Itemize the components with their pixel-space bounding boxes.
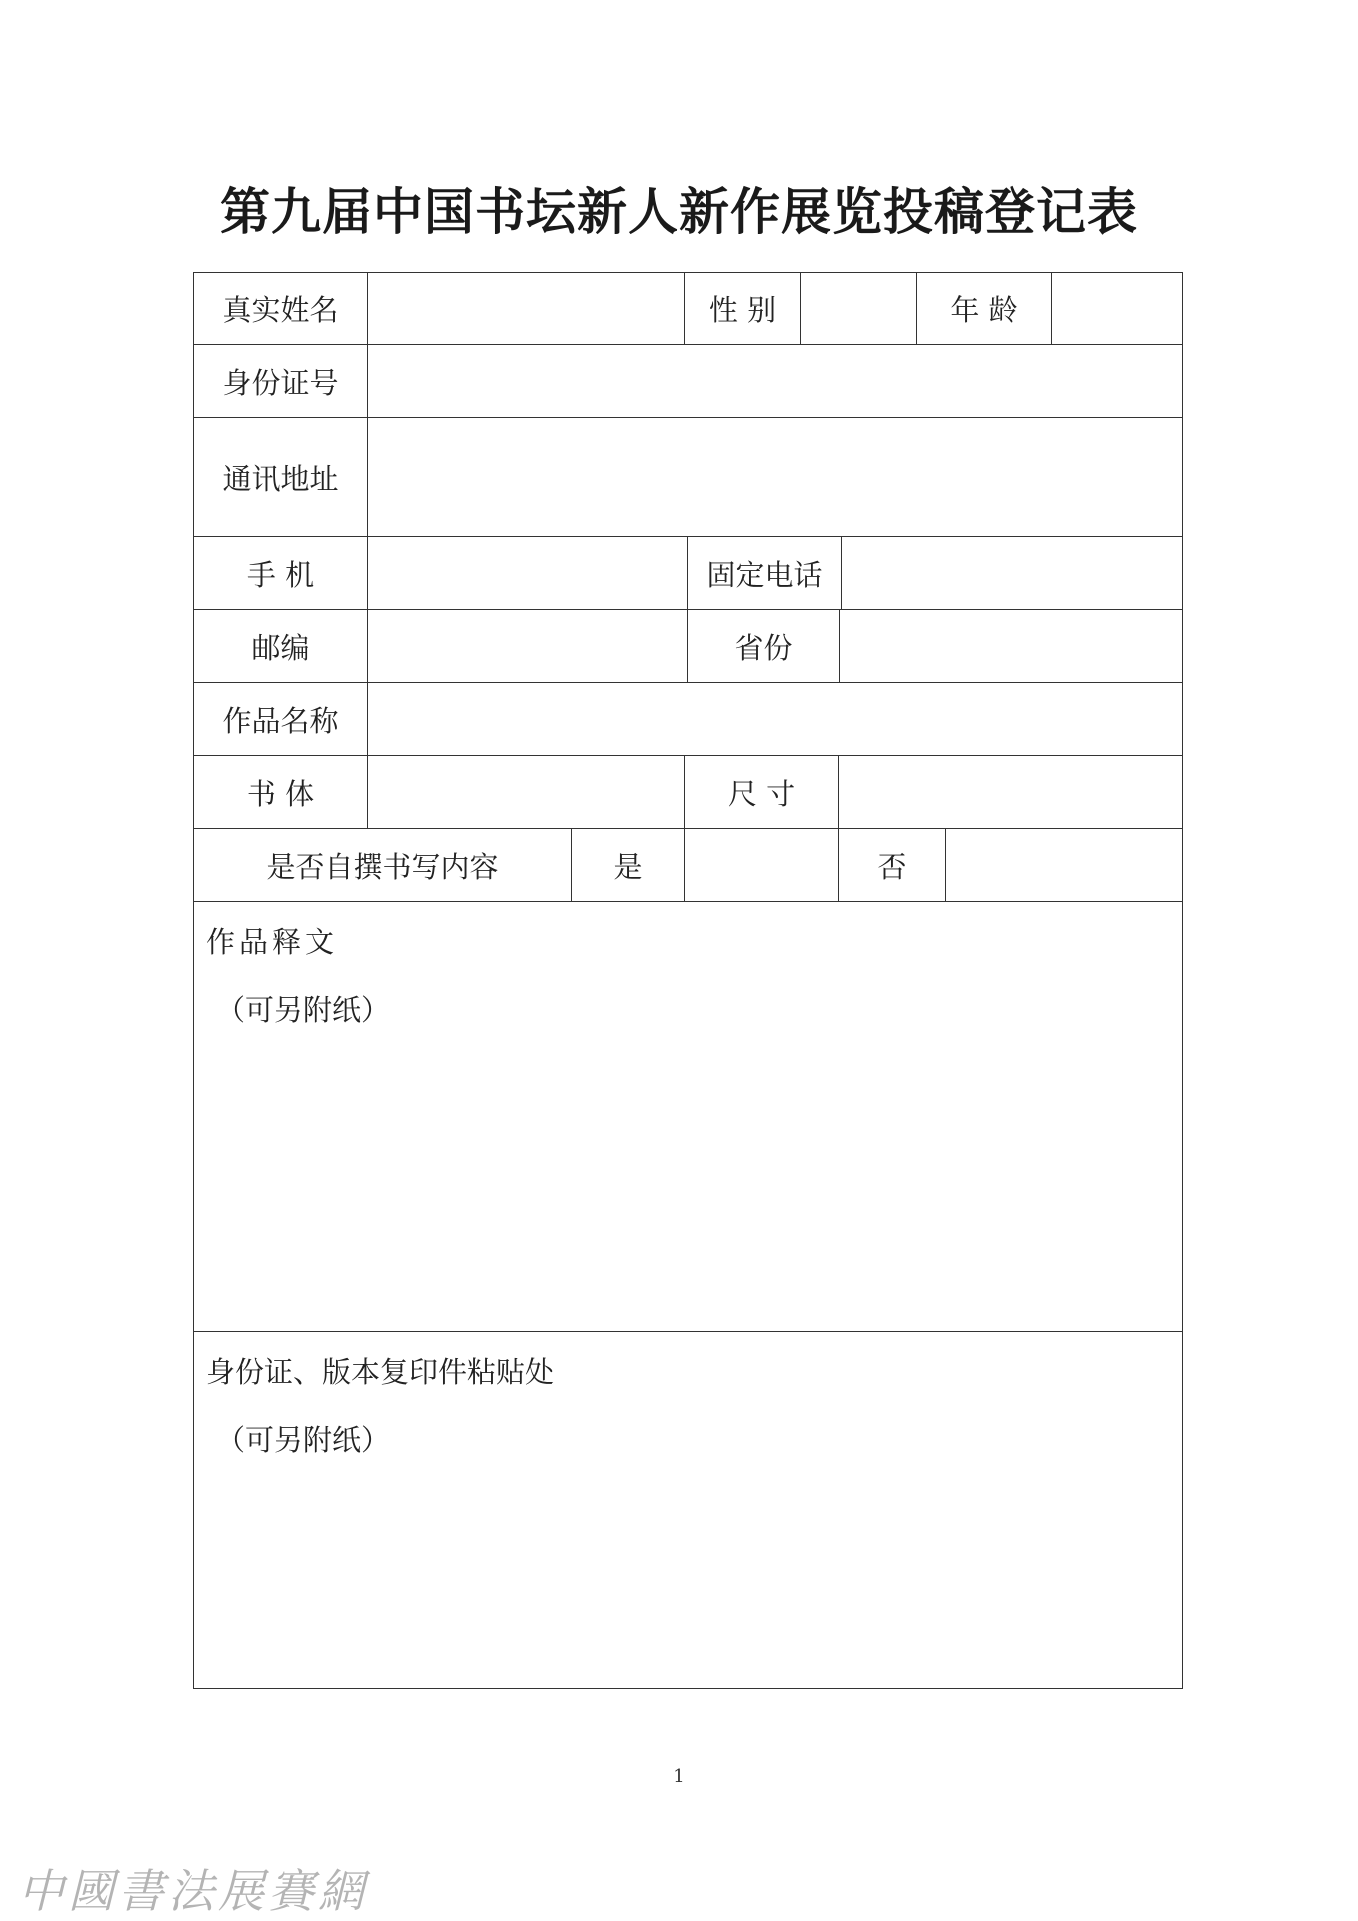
script-style-field[interactable] [367,755,685,829]
work-title-field[interactable] [367,682,1183,756]
gender-label: 性 别 [684,272,801,345]
postcode-label: 邮编 [193,609,368,683]
size-field[interactable] [838,755,1183,829]
transcription-note: （可另附纸） [216,993,391,1027]
transcription-area[interactable] [193,901,1183,1332]
size-label: 尺 寸 [684,755,839,829]
landline-field[interactable] [841,536,1183,610]
watermark: 中國書法展賽網 [18,1864,368,1918]
province-field[interactable] [839,609,1183,683]
landline-label: 固定电话 [687,536,842,610]
page-number: 1 [673,1766,685,1787]
address-field[interactable] [367,417,1183,537]
yes-checkbox-cell[interactable] [684,828,839,902]
self-composed-label: 是否自撰书写内容 [193,828,572,902]
id-number-label: 身份证号 [193,344,368,418]
age-label: 年 龄 [916,272,1052,345]
age-field[interactable] [1051,272,1183,345]
id-number-field[interactable] [367,344,1183,418]
paste-label: 身份证、版本复印件粘贴处 [206,1355,555,1389]
province-label: 省份 [687,609,840,683]
id-copy-paste-area[interactable] [193,1331,1183,1689]
no-label: 否 [838,828,946,902]
no-checkbox-cell[interactable] [945,828,1183,902]
real-name-field[interactable] [367,272,685,345]
postcode-field[interactable] [367,609,688,683]
work-title-label: 作品名称 [193,682,368,756]
address-label: 通讯地址 [193,417,368,537]
paste-note: （可另附纸） [216,1423,391,1457]
transcription-label: 作品释文 [206,925,339,959]
form-title: 第九届中国书坛新人新作展览投稿登记表 [220,182,1138,241]
gender-field[interactable] [800,272,917,345]
script-style-label: 书 体 [193,755,368,829]
real-name-label: 真实姓名 [193,272,368,345]
mobile-field[interactable] [367,536,688,610]
mobile-label: 手 机 [193,536,368,610]
yes-label: 是 [571,828,685,902]
